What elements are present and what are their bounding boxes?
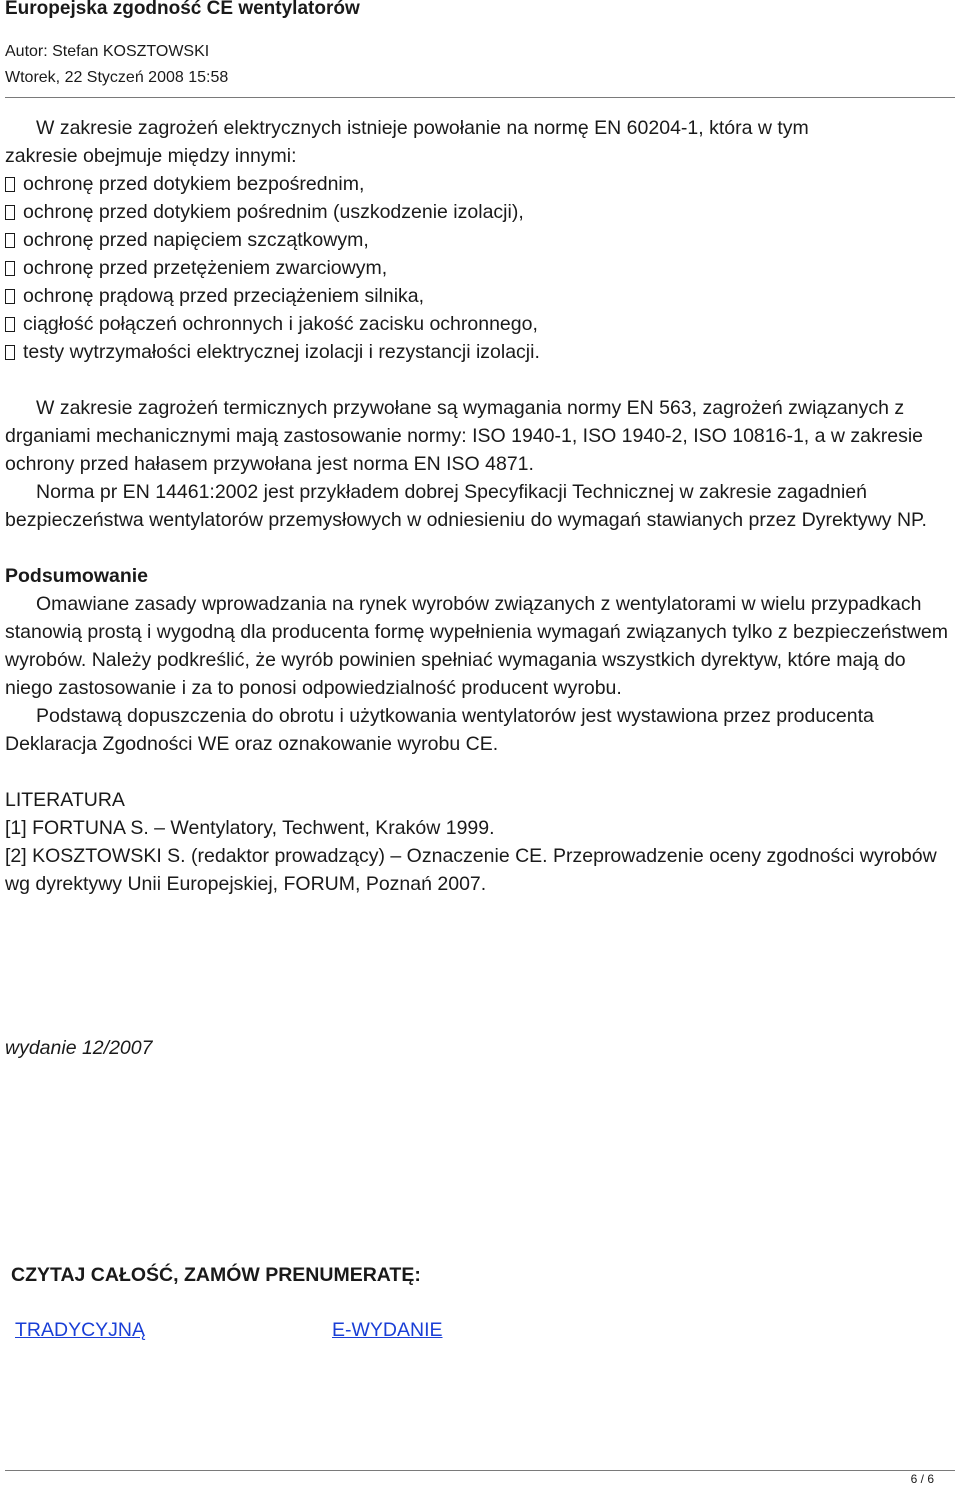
article-body — [5, 114, 950, 898]
bullet-box-icon — [5, 317, 15, 332]
document-title: Europejska zgodność CE wentylatorów — [5, 0, 360, 19]
list-item: ochronę przed napięciem szczątkowym, — [5, 226, 950, 254]
bullet-box-icon — [5, 289, 15, 304]
paragraph-summary: Omawiane zasady wprowadzania na rynek wyrobów związanych z wentylatorami w wielu przypadkach stanowią prostą i wygodną dla producenta formę wypełnienia wymagań związanych tylko z bezpieczeństwem wyrobów. Należy podkreślić, że wyrób powinien spełniać wymagania wszystkich dyrektyw, które mają do niego zastosowanie i za to ponosi odpowiedzialność producent wyrobu. — [5, 593, 948, 699]
bullet-box-icon — [5, 233, 15, 248]
header-divider — [5, 97, 955, 98]
list-item: ciągłość połączeń ochronnych i jakość zacisku ochronnego, — [5, 310, 950, 338]
spacer — [5, 366, 950, 394]
paragraph-electrical-line2: zakresie obejmuje między innymi: — [5, 145, 297, 167]
literature-heading: LITERATURA — [5, 789, 125, 811]
e-edition-subscription-link[interactable]: E-WYDANIE — [332, 1319, 443, 1341]
spacer — [5, 758, 950, 786]
summary-heading: Podsumowanie — [5, 565, 149, 587]
bullet-box-icon — [5, 177, 15, 192]
spacer — [5, 534, 950, 562]
traditional-subscription-link[interactable]: TRADYCYJNĄ — [15, 1319, 146, 1341]
list-item: ochronę przed dotykiem bezpośrednim, — [5, 170, 950, 198]
bullet-box-icon — [5, 345, 15, 360]
bullet-box-icon — [5, 261, 15, 276]
footer-divider — [5, 1470, 955, 1471]
edition-label: wydanie 12/2007 — [5, 1037, 153, 1059]
bullet-box-icon — [5, 205, 15, 220]
subscribe-heading: CZYTAJ CAŁOŚĆ, ZAMÓW PRENUMERATĘ: — [11, 1264, 421, 1286]
page-number: 6 / 6 — [910, 1472, 934, 1486]
paragraph-norm: Norma pr EN 14461:2002 jest przykładem dobrej Specyfikacji Technicznej w zakresie zagadnień bezpieczeństwa wentylatorów przemysłowych w odniesieniu do wymagań stawianych przez Dyrektywy NP. — [5, 481, 927, 531]
protection-list — [5, 170, 950, 366]
list-item: ochronę prądową przed przeciążeniem silnika, — [5, 282, 950, 310]
paragraph-thermal: W zakresie zagrożeń termicznych przywołane są wymagania normy EN 563, zagrożeń związanych z drganiami mechanicznymi mają zastosowanie normy: ISO 1940-1, ISO 1940-2, ISO 10816-1, a w zakresie ochrony przed hałasem przywołana jest norma EN ISO 4871. — [5, 397, 924, 475]
list-item: ochronę przed przetężeniem zwarciowym, — [5, 254, 950, 282]
reference-2: [2] KOSZTOWSKI S. (redaktor prowadzący) – Oznaczenie CE. Przeprowadzenie oceny zgodności wyrobów wg dyrektywy Unii Europejskiej, FORUM, Poznań 2007. — [5, 845, 937, 895]
paragraph-declaration: Podstawą dopuszczenia do obrotu i użytkowania wentylatorów jest wystawiona przez producenta Deklaracja Zgodności WE oraz oznakowanie wyrobu CE. — [5, 705, 874, 755]
reference-1: [1] FORTUNA S. – Wentylatory, Techwent, Kraków 1999. — [5, 817, 495, 839]
date-line: Wtorek, 22 Styczeń 2008 15:58 — [5, 69, 229, 86]
paragraph-electrical-line1: W zakresie zagrożeń elektrycznych istnieje powołanie na normę EN 60204-1, która w tym — [36, 117, 809, 139]
list-item: testy wytrzymałości elektrycznej izolacji i rezystancji izolacji. — [5, 338, 950, 366]
list-item: ochronę przed dotykiem pośrednim (uszkodzenie izolacji), — [5, 198, 950, 226]
author-line: Autor: Stefan KOSZTOWSKI — [5, 43, 210, 60]
